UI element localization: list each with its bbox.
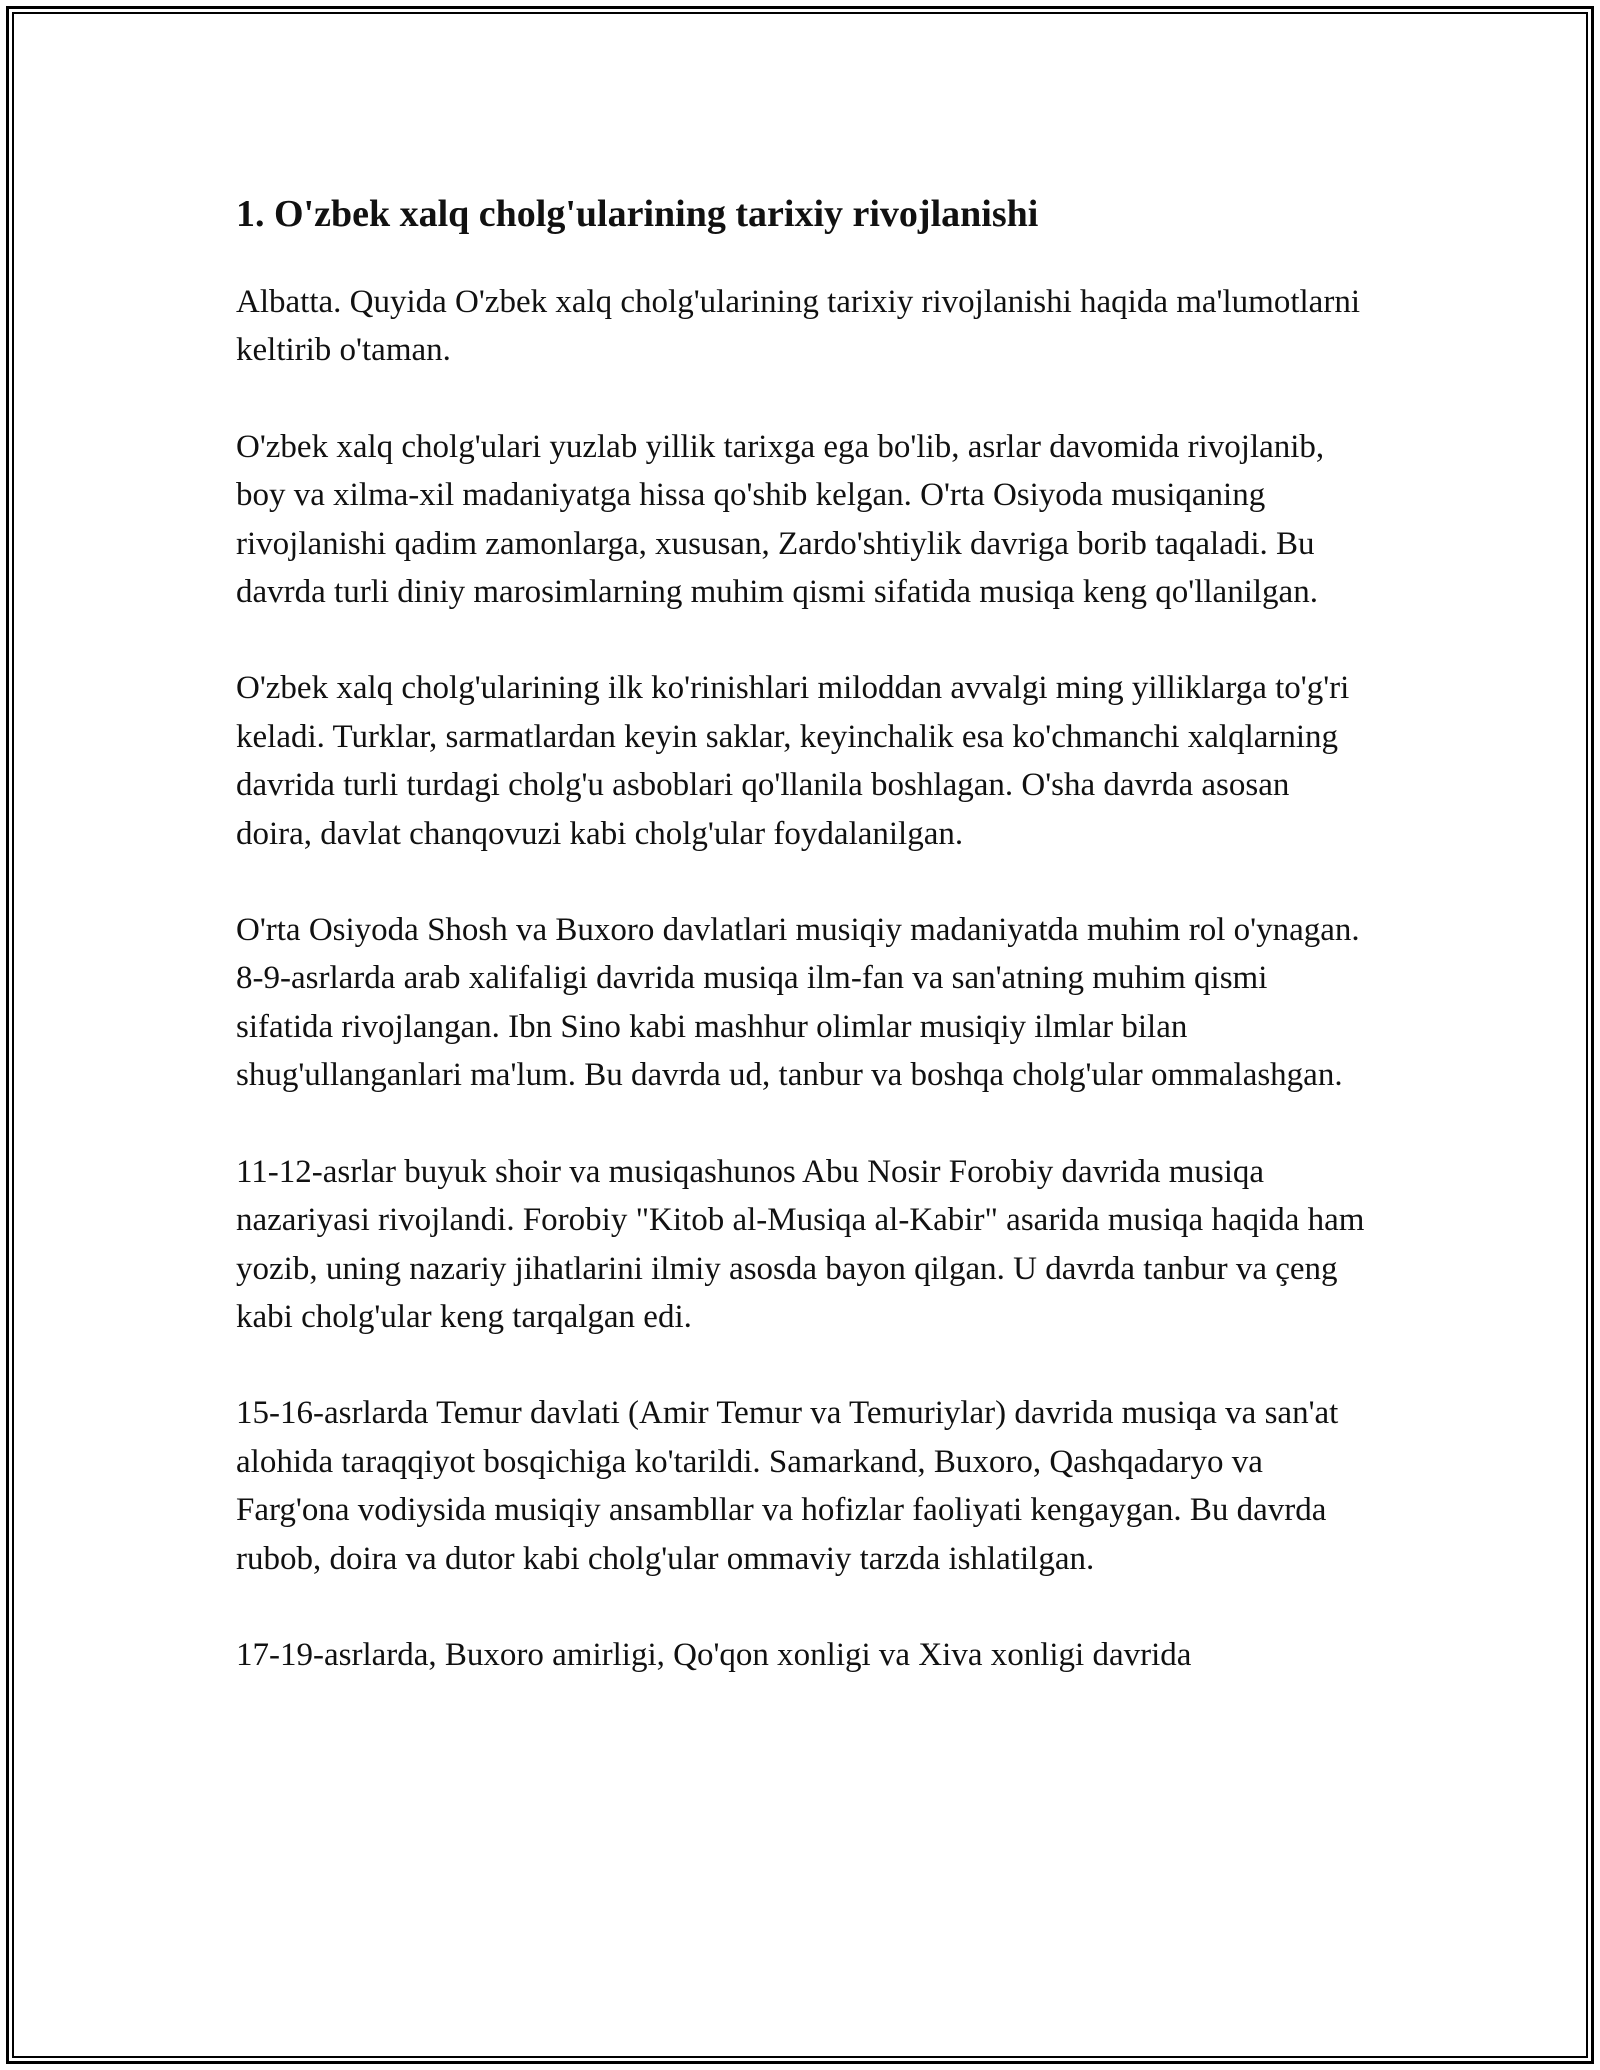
paragraph-ancient-history: O'zbek xalq cholg'ulari yuzlab yillik tarixga ega bo'lib, asrlar davomida rivojlanib, boy va xilma-xil madaniyatga hissa qo'shib kelgan. O'rta Osiyoda musiqaning rivojlanishi qadim zamonlarga, xususan, Zardo'shtiylik davriga borib taqaladi. Bu davrda turli diniy marosimlarning muhim qismi sifatida musiqa keng qo'llanilgan. [236, 428, 1325, 611]
paragraph-khanates: 17-19-asrlarda, Buxoro amirligi, Qo'qon xonligi va Xiva xonligi davrida [236, 1636, 1192, 1673]
paragraph-timurid: 15-16-asrlarda Temur davlati (Amir Temur va Temuriylar) davrida musiqa va san'at alohida taraqqiyot bosqichiga ko'tarildi. Samarkand, Buxoro, Qashqadaryo va Farg'ona vodiysida musiqiy ansambllar va hofizlar faoliyati kengaygan. Bu davrda rubob, doira va dutor kabi cholg'ular ommaviy tarzda ishlatilgan. [236, 1395, 1339, 1577]
paragraph-shosh-bukhara: O'rta Osiyoda Shosh va Buxoro davlatlari musiqiy madaniyatda muhim rol o'ynagan. 8-9-asrlarda arab xalifaligi davrida musiqa ilm-fan va san'atning muhim qismi sifatida rivojlangan. Ibn Sino kabi mashhur olimlar musiqiy ilmlar bilan shug'ullanganlari ma'lum. Bu davrda ud, tanbur va boshqa cholg'ular ommalashgan. [236, 912, 1360, 1094]
document-page [236, 186, 1366, 1727]
paragraph-intro: Albatta. Quyida O'zbek xalq cholg'ularining tarixiy rivojlanishi haqida ma'lumotlarni keltirib o'taman. [236, 284, 1360, 369]
document-title: 1. O'zbek xalq cholg'ularining tarixiy rivojlanishi [236, 193, 1039, 235]
paragraph-early-forms: O'zbek xalq cholg'ularining ilk ko'rinishlari miloddan avvalgi ming yilliklarga to'g'ri keladi. Turklar, sarmatlardan keyin saklar, keyinchalik esa ko'chmanchi xalqlarning davrida turli turdagi cholg'u asboblari qo'llanila boshlagan. O'sha davrda asosan doira, davlat chanqovuzi kabi cholg'ular foydalanilgan. [236, 670, 1350, 852]
paragraph-farabi: 11-12-asrlar buyuk shoir va musiqashunos Abu Nosir Forobiy davrida musiqa nazariyasi rivojlandi. Forobiy "Kitob al-Musiqa al-Kabir" asarida musiqa haqida ham yozib, uning nazariy jihatlarini ilmiy asosda bayon qilgan. U davrda tanbur va çeng kabi cholg'ular keng tarqalgan edi. [236, 1153, 1365, 1335]
